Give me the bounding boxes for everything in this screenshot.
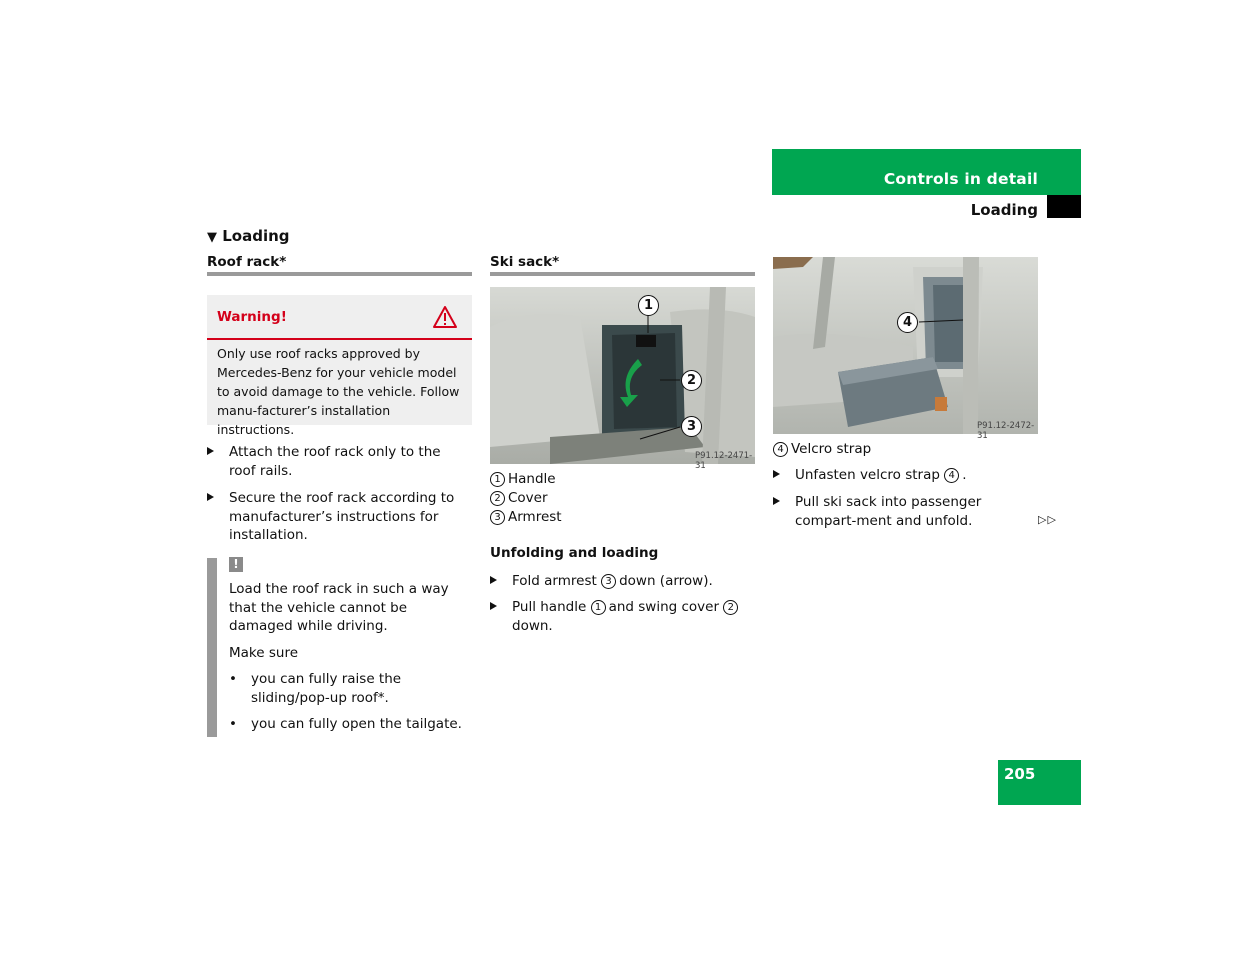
warning-triangle-icon bbox=[432, 305, 458, 329]
bullet-dot-icon: • bbox=[229, 671, 237, 687]
chapter-title: Controls in detail bbox=[883, 170, 1038, 188]
bullet-arrow-icon bbox=[207, 493, 214, 501]
warning-title: Warning! bbox=[217, 309, 287, 325]
rear-seat-illustration bbox=[773, 257, 1038, 434]
roof-rack-rule bbox=[207, 272, 472, 276]
figure-id: P91.12-2471-31 bbox=[695, 451, 753, 471]
bullet-arrow-icon bbox=[773, 470, 780, 478]
page-number: 205 bbox=[1004, 765, 1036, 783]
section-header-title: Loading bbox=[970, 201, 1038, 219]
triangle-down-icon: ▼ bbox=[207, 230, 217, 245]
bullet-arrow-icon bbox=[490, 602, 497, 610]
legend-item: 4 Velcro strap bbox=[773, 440, 871, 459]
callout-4: 4 bbox=[897, 312, 918, 333]
callout-3: 3 bbox=[681, 416, 702, 437]
note-make-sure: Make sure bbox=[229, 645, 299, 661]
bullet-arrow-icon bbox=[207, 447, 214, 455]
warning-text: Only use roof racks approved by Mercedes-Benz for your vehicle model to avoid damage to the vehicle. Follow manu-facturer’s installation instructions. bbox=[217, 346, 460, 437]
warning-box bbox=[207, 295, 472, 437]
continue-arrows-icon: ▷▷ bbox=[1038, 513, 1057, 526]
legend-item: 1 Handle bbox=[490, 470, 556, 489]
page-number-box bbox=[998, 760, 1081, 805]
section-title-text: Loading bbox=[222, 227, 290, 245]
note-exclamation-icon: ! bbox=[229, 557, 243, 572]
ski-sack-heading: Ski sack* bbox=[490, 254, 560, 270]
bullet-arrow-icon bbox=[490, 576, 497, 584]
section-tab-marker bbox=[1047, 195, 1081, 218]
velcro-figure bbox=[773, 257, 1038, 441]
legend-item: 2 Cover bbox=[490, 489, 548, 508]
section-title bbox=[207, 227, 290, 245]
ski-sack-rule bbox=[490, 272, 755, 276]
figure-id: P91.12-2472-31 bbox=[977, 421, 1035, 441]
note-text: Load the roof rack in such a way that the vehicle cannot be damaged while driving. bbox=[229, 581, 449, 634]
chapter-header-bar bbox=[772, 149, 1081, 195]
roof-rack-heading: Roof rack* bbox=[207, 254, 287, 270]
legend-item: 3 Armrest bbox=[490, 508, 562, 527]
callout-1: 1 bbox=[638, 295, 659, 316]
callout-2: 2 bbox=[681, 370, 702, 391]
bullet-arrow-icon bbox=[773, 497, 780, 505]
unfold-heading: Unfolding and loading bbox=[490, 545, 659, 561]
warning-header bbox=[207, 295, 472, 340]
ski-sack-figure bbox=[490, 287, 755, 471]
bullet-dot-icon: • bbox=[229, 716, 237, 732]
note-side-bar bbox=[207, 558, 217, 737]
armrest-illustration bbox=[490, 287, 755, 464]
